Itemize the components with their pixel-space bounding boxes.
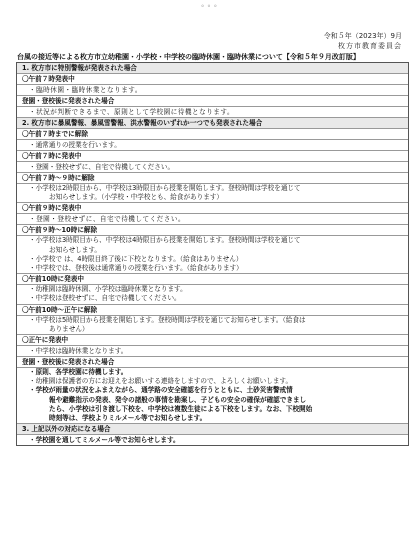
s2-lifted-10-noon-heading: 〇午前10時～正午に解除 [17, 304, 408, 315]
s2-after-arrival-text [17, 367, 408, 423]
s2-lifted-by-7-text: ・通常通りの授業を行います。 [17, 139, 408, 150]
s2-active-at-noon-text: ・中学校は臨時休業となります。 [17, 345, 408, 356]
s2-after-arrival-line-5: たら、小学校は引き渡し下校を、中学校は複数生徒による下校をします。なお、下校開始 [49, 404, 313, 413]
s2-active-at-9-heading: 〇午前９時に発表中 [17, 202, 408, 213]
s2-lifted-10-noon-text [17, 315, 408, 334]
s1-morning-heading: 〇午前７時発表中 [17, 73, 408, 84]
page-title: 台風の接近等による枚方市立幼稚園・小学校・中学校の臨時休園・臨時休業について【令和５年９月改訂版】 [17, 53, 360, 61]
issue-date: 令和５年（2023年）9月 [323, 32, 402, 40]
s2-after-arrival-line-6: 時刻等は、学校よりミルメール等でお知らせします。 [49, 414, 207, 423]
s2-after-arrival-heading: 登園・登校後に発表された場合 [17, 356, 408, 367]
s2-active-at-10-heading: 〇午前10時に発表中 [17, 273, 408, 284]
section-1-heading: 1. 枚方市に特別警報が発表された場合 [17, 63, 408, 73]
s3-text: ・学校園を通してミルメール等でお知らせします。 [17, 434, 408, 445]
s2-lifted-7-9-heading: 〇午前７時～９時に解除 [17, 172, 408, 183]
s2-lifted-9-10-text [17, 235, 408, 273]
s2-after-arrival-line-1: ・原則、各学校園に待機します。 [29, 368, 128, 377]
s2-lifted-9-10-line-2: お知らせします。 [49, 245, 102, 254]
s2-active-at-noon-heading: 〇正午に発表中 [17, 334, 408, 345]
s2-lifted-10-noon-line-2: ありません） [49, 324, 89, 333]
s2-active-at-10-text [17, 284, 408, 303]
s1-after-arrival-text: ・状況が判断できるまで、原則として学校園に待機となります。 [17, 106, 408, 117]
s1-morning-text: ・臨時休園・臨時休業となります。 [17, 84, 408, 95]
s2-lifted-7-9-line-1: ・小学校は2時限目から、中学校は3時限目から授業を開始します。登校時間は学校を通じて [29, 184, 301, 192]
section-2-heading: 2. 枚方市に暴風警報、暴風雪警報、洪水警報のいずれか一つでも発表された場合 [17, 117, 408, 128]
s2-lifted-7-9-text [17, 183, 408, 202]
s2-lifted-9-10-line-3: ・小学校で は、4時限目終了後に下校となります。（給食はありません） [29, 254, 243, 263]
s1-after-arrival-heading: 登園・登校後に発表された場合 [17, 95, 408, 106]
s2-lifted-9-10-heading: 〇午前９時～10時に解除 [17, 224, 408, 235]
s2-active-at-7-heading: 〇午前７時に発表中 [17, 150, 408, 161]
s2-lifted-7-9-line-2: お知らせします。（小学校・中学校とも、給食があります） [49, 193, 224, 202]
issuer-name: 枚方市教育委員会 [338, 42, 402, 50]
s2-after-arrival-line-3: ・学校が雨量の状況をふまえながら、通学路の安全確認を行うとともに、土砂災害警戒情 [29, 386, 293, 395]
s2-lifted-9-10-line-1: ・小学校は3時限目から、中学校は4時限目から授業を開始します。登校時間は学校を通じて [29, 236, 301, 245]
s2-active-at-9-text: ・登園・登校せずに、自宅で待機してください。 [17, 213, 408, 224]
section-3-heading: 3. 上記以外の対応になる場合 [17, 423, 408, 434]
s2-lifted-9-10-line-4: ・中学校では、登校後は通常通りの授業を行います。（給食があります） [29, 264, 243, 273]
s2-lifted-by-7-heading: 〇午前７時までに解除 [17, 128, 408, 139]
s2-lifted-10-noon-line-1: ・中学校は5時限目から授業を開始します。登校時間は学校を通じてお知らせします。（給食は [29, 315, 306, 324]
s2-after-arrival-line-4: 報や避難指示の発表、発令の諸般の事情を勘案し、子どもの安全の確保が確認できまし [49, 395, 307, 404]
s2-after-arrival-line-2: ・幼稚園は保護者の方にお迎えをお願いする連絡をしますので、よろしくお願いします。 [29, 377, 293, 386]
s2-active-at-7-text: ・登園・登校せずに、自宅で待機してください。 [17, 161, 408, 172]
notice-table [16, 62, 409, 446]
top-dots: ∘∘∘ [200, 2, 220, 10]
s2-active-at-10-line-1: ・幼稚園は臨時休園、小学校は臨時休業となります。 [29, 285, 187, 294]
s2-active-at-10-line-2: ・中学校は登校せずに、自宅で待機してください。 [29, 294, 181, 303]
